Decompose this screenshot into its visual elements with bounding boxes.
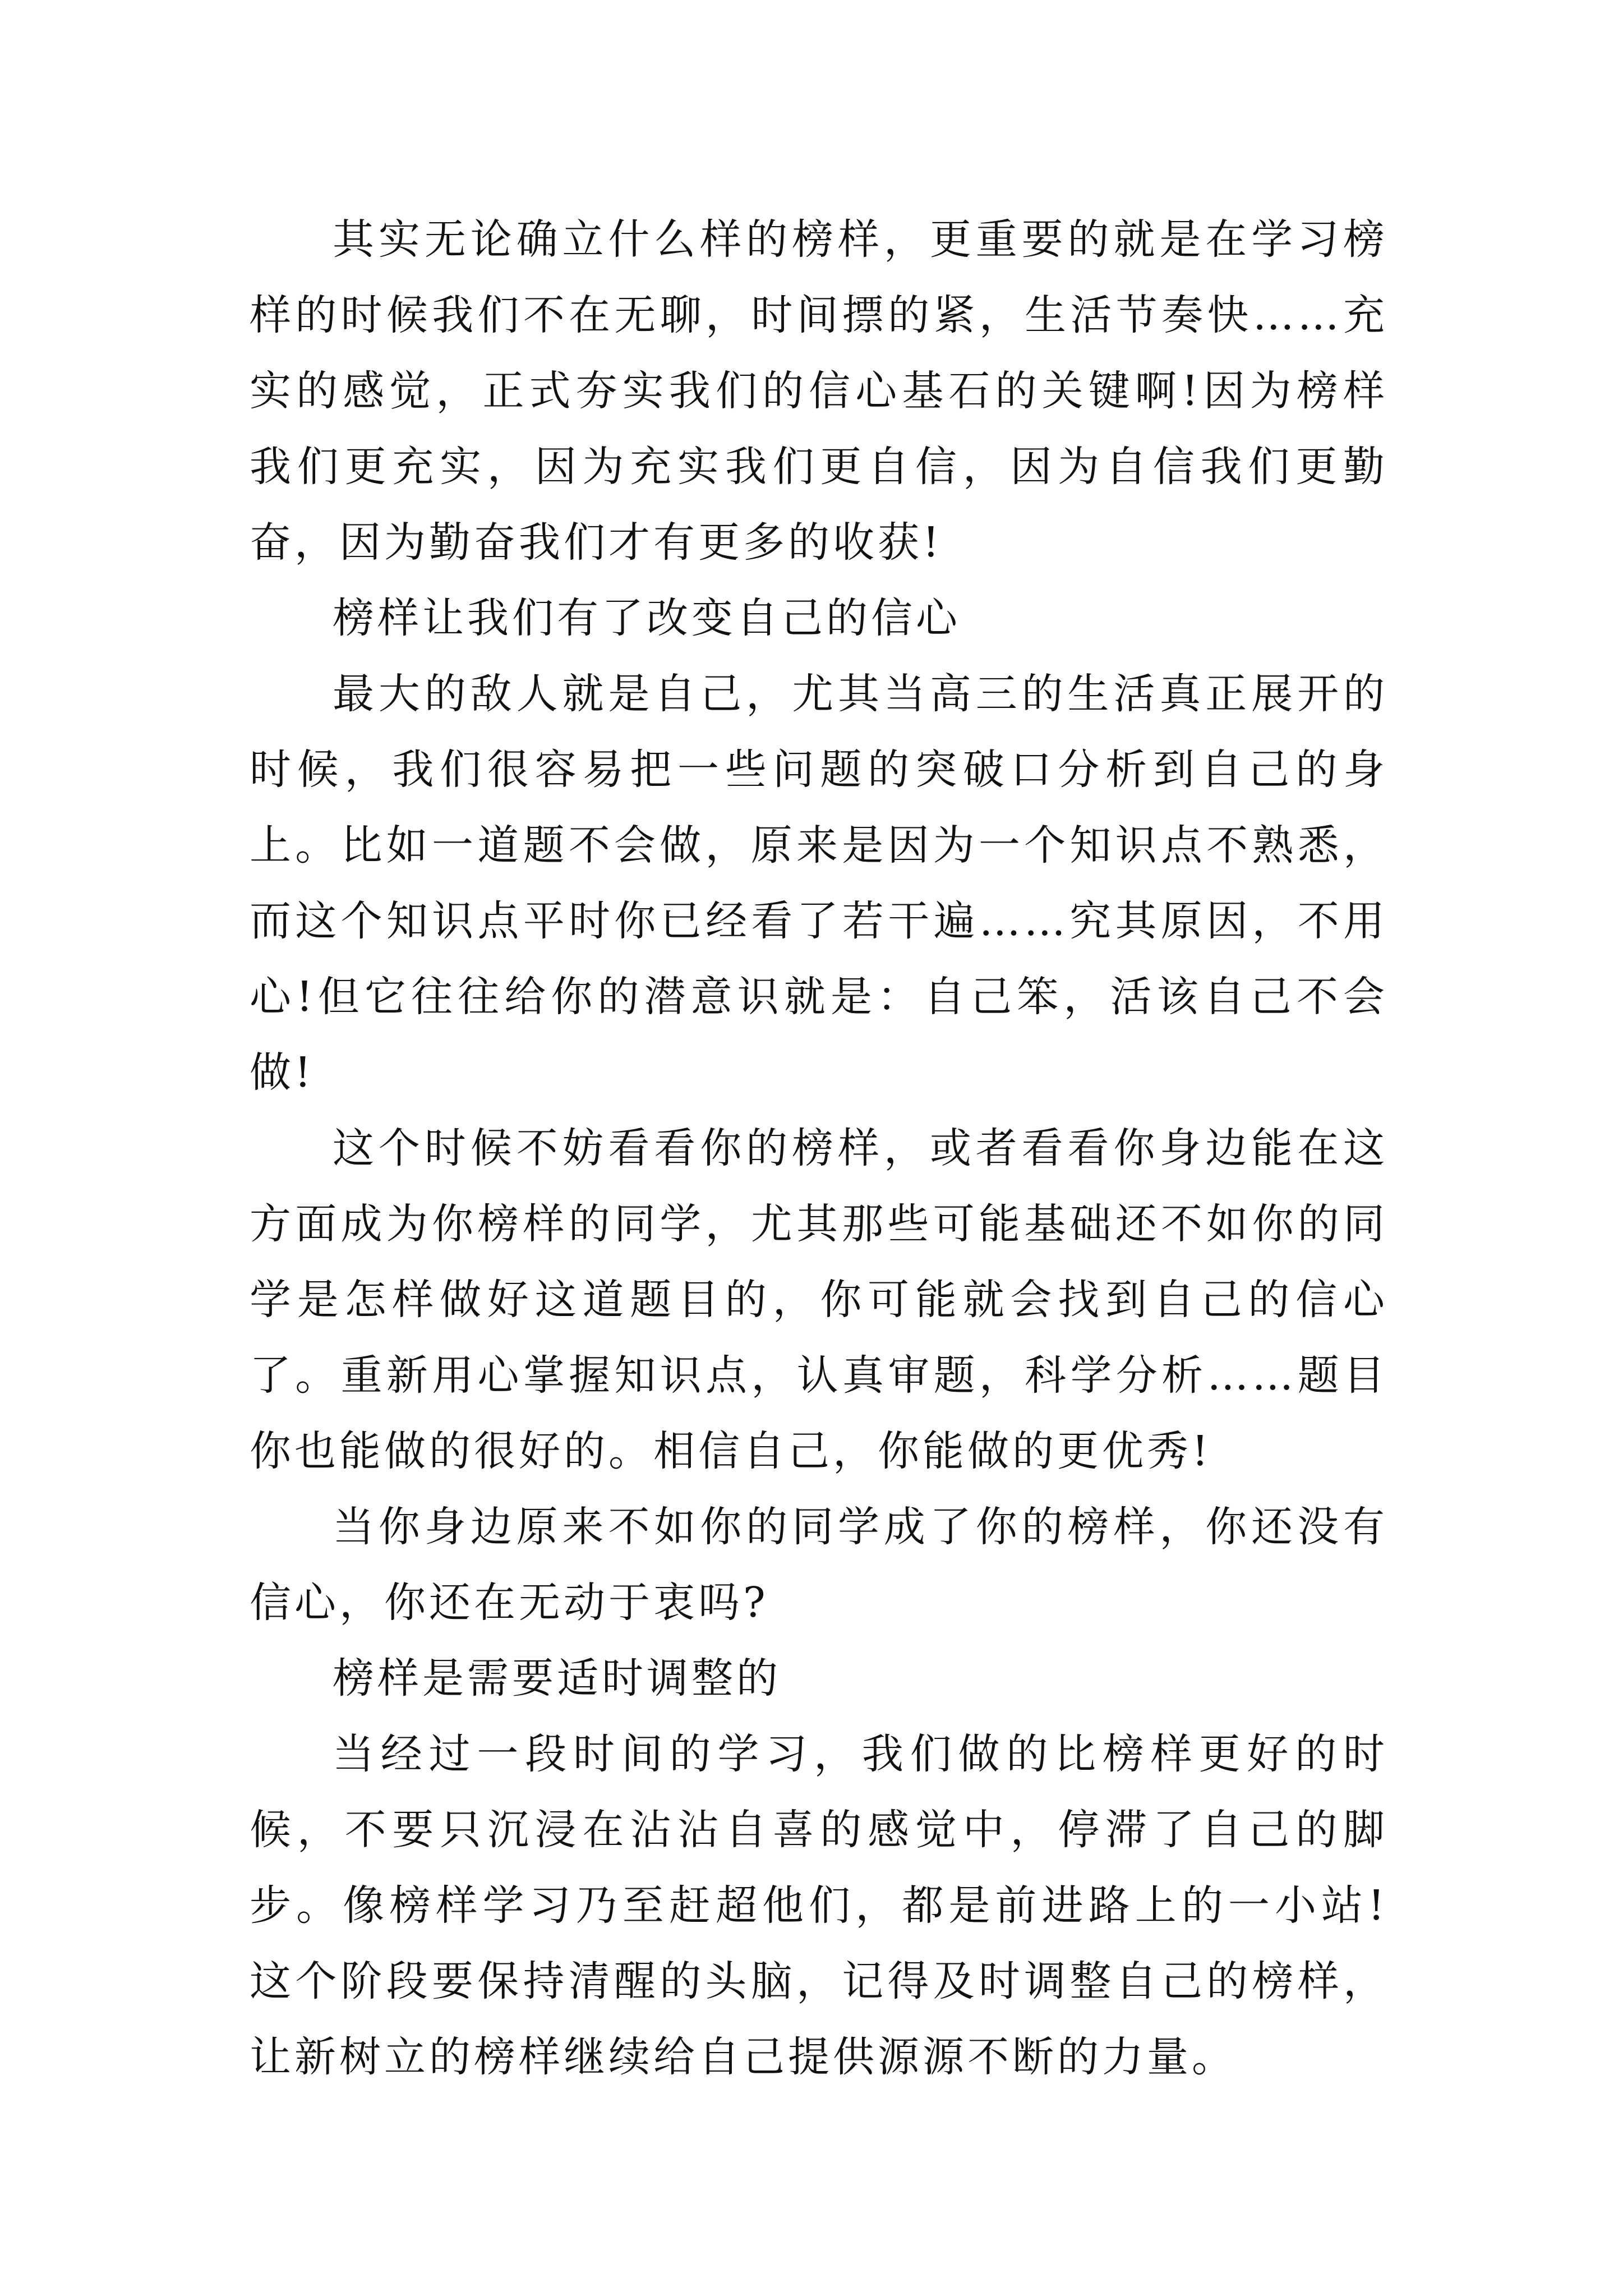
- section-heading-2: 榜样是需要适时调整的: [333, 1654, 781, 1703]
- paragraph-4: 当你身边原来不如你的同学成了你的榜样，你还没有信心，你还在无动于衷吗?: [250, 1503, 1388, 1627]
- paragraph-2: 最大的敌人就是自己，尤其当高三的生活真正展开的时候，我们很容易把一些问题的突破口分析到自己的身上。比如一道题不会做，原来是因为一个知识点不熟悉，而这个知识点平时你已经看了若干遍……究其原因，不用心!但它往往给你的潜意识就是：自己笨，活该自己不会做!: [250, 670, 1388, 1097]
- document-body: [250, 202, 1388, 2095]
- paragraph-3: 这个时候不妨看看你的榜样，或者看看你身边能在这方面成为你榜样的同学，尤其那些可能基础还不如你的同学是怎样做好这道题目的，你可能就会找到自己的信心了。重新用心掌握知识点，认真审题，科学分析……题目你也能做的很好的。相信自己，你能做的更优秀!: [250, 1124, 1388, 1475]
- paragraph-5: 当经过一段时间的学习，我们做的比榜样更好的时候，不要只沉浸在沾沾自喜的感觉中，停滞了自己的脚步。像榜样学习乃至赶超他们，都是前进路上的一小站!这个阶段要保持清醒的头脑，记得及时调整自己的榜样，让新树立的榜样继续给自己提供源源不断的力量。: [250, 1730, 1388, 2081]
- section-heading-1: 榜样让我们有了改变自己的信心: [333, 594, 961, 642]
- paragraph-1: 其实无论确立什么样的榜样，更重要的就是在学习榜样的时候我们不在无聊，时间摽的紧，生活节奏快……充实的感觉，正式夯实我们的信心基石的关键啊!因为榜样我们更充实，因为充实我们更自信，因为自信我们更勤奋，因为勤奋我们才有更多的收获!: [250, 215, 1388, 567]
